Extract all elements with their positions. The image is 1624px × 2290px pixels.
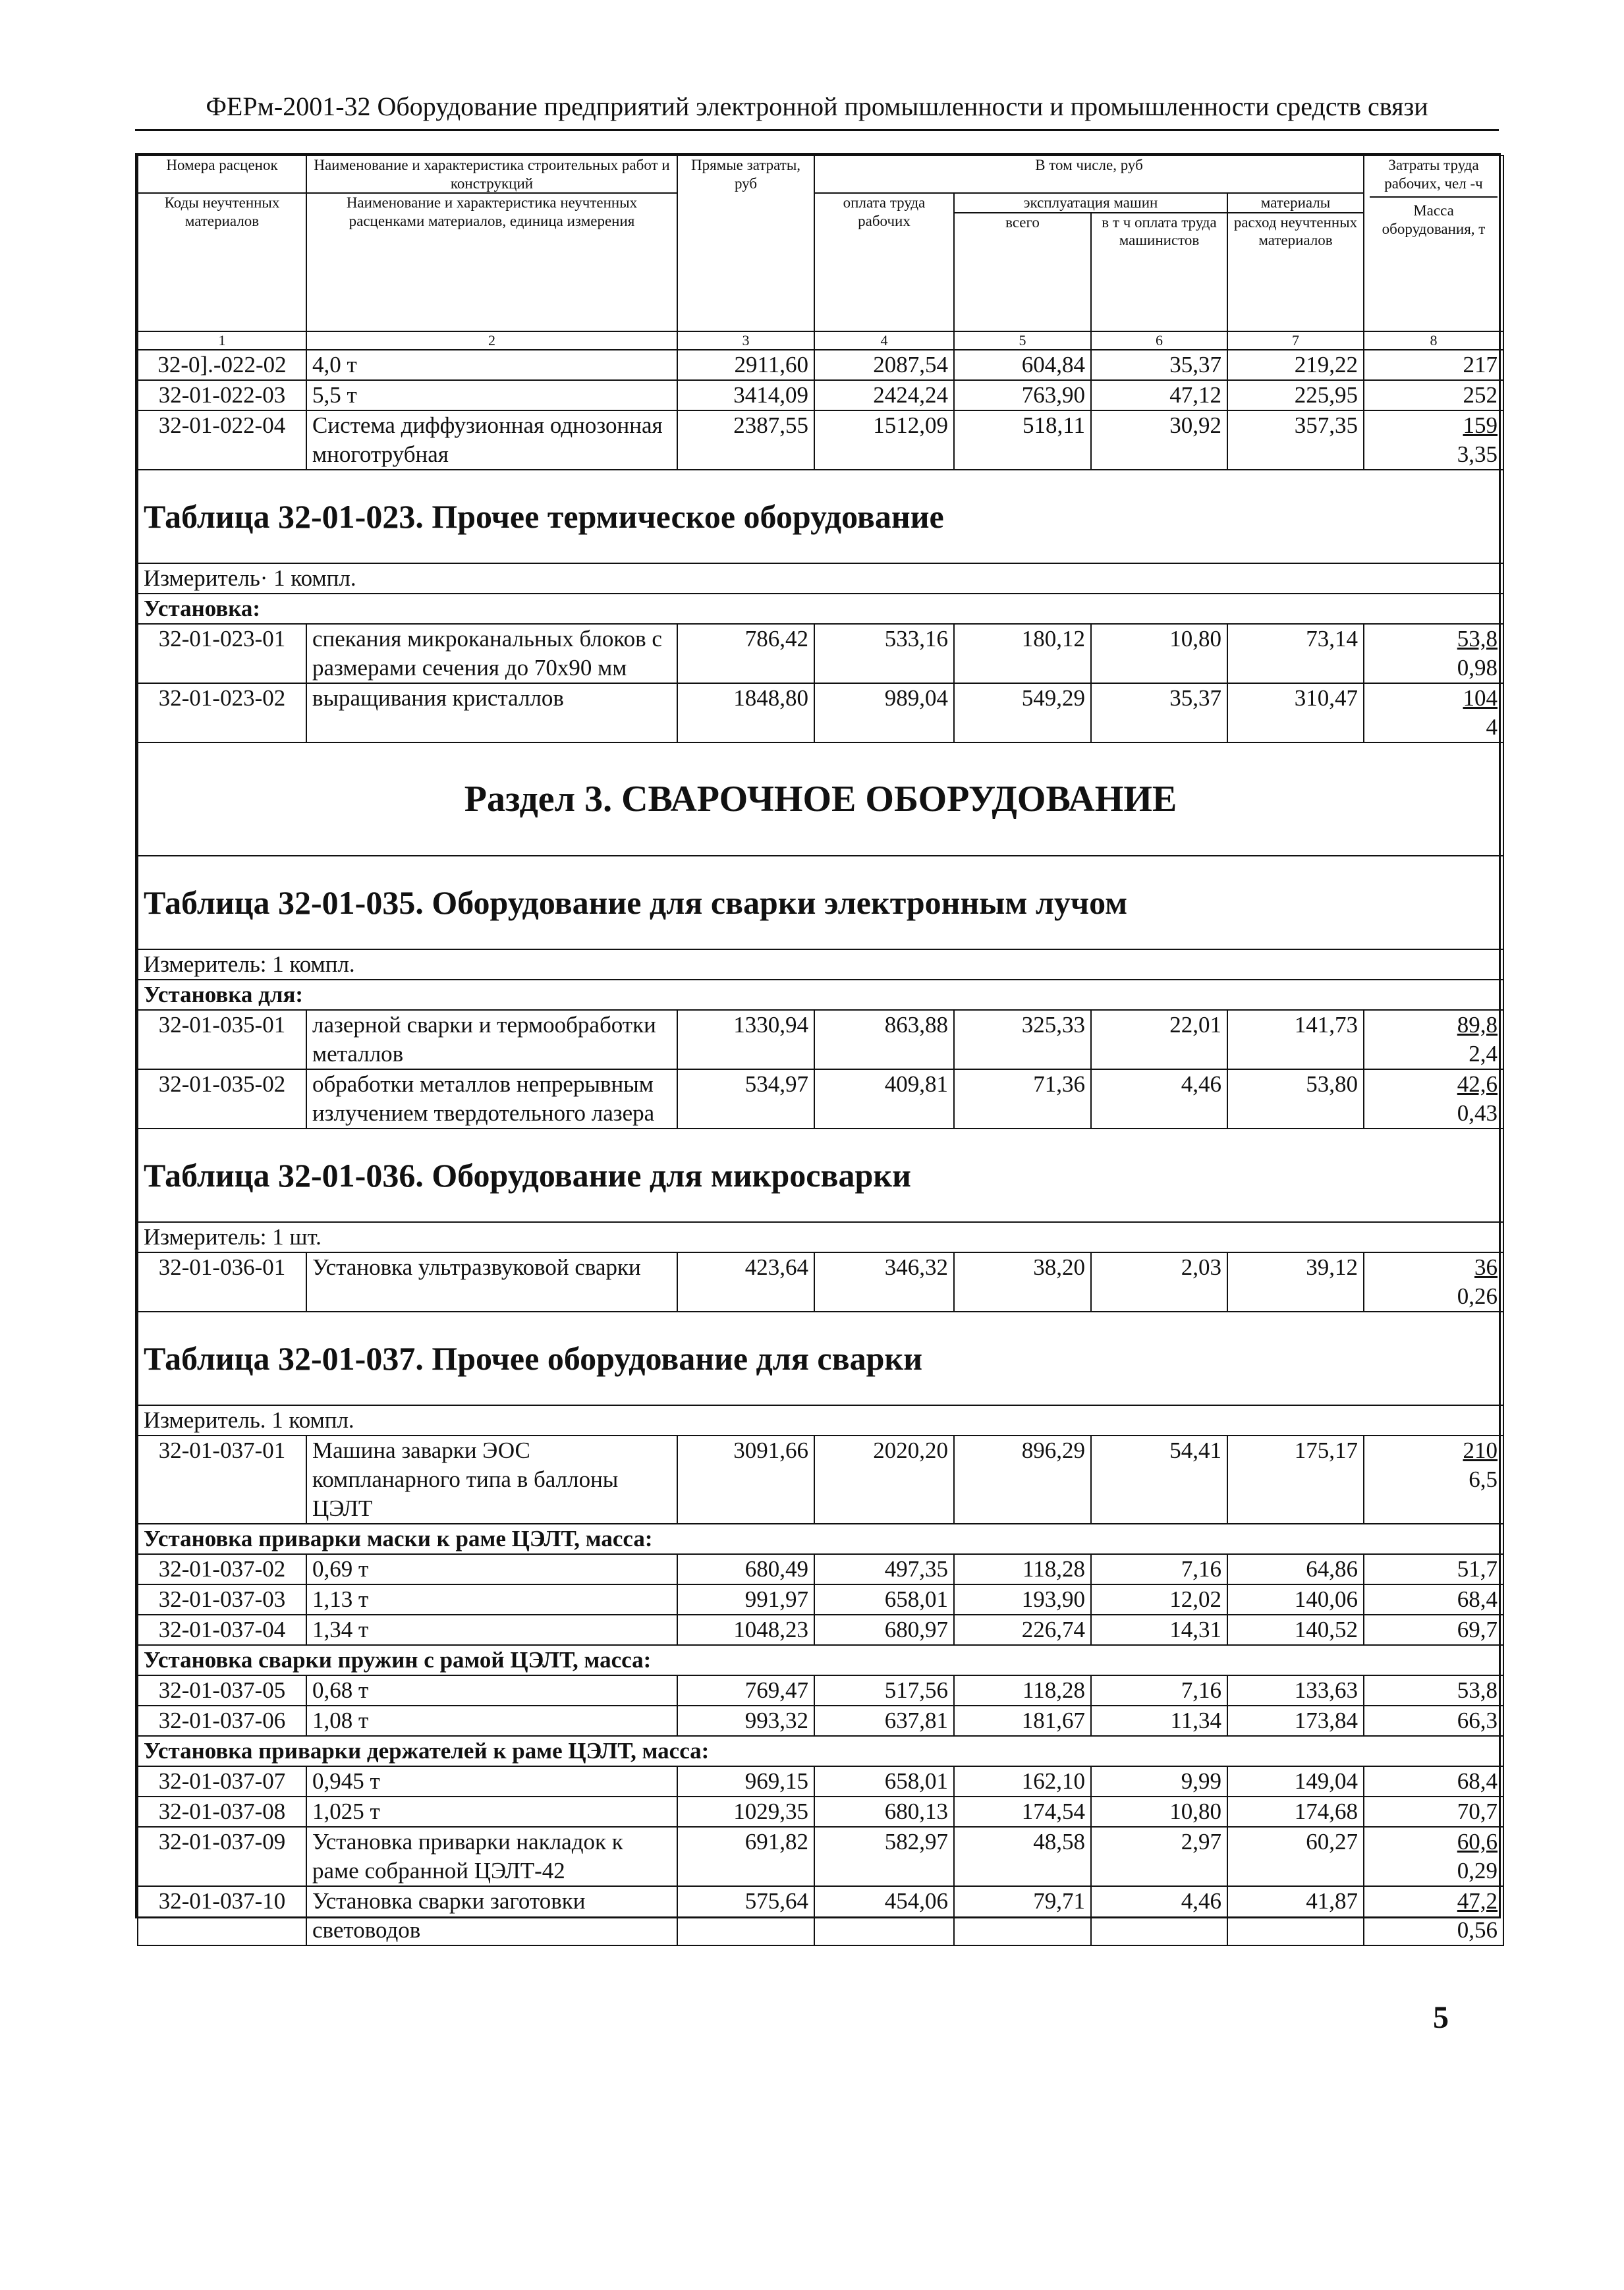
materials-cost: 73,14 bbox=[1227, 624, 1364, 683]
materials-cost: 149,04 bbox=[1227, 1766, 1364, 1797]
table-row bbox=[138, 1554, 1503, 1584]
machine-cost-total: 549,29 bbox=[954, 683, 1091, 742]
column-number: 4 bbox=[814, 331, 954, 350]
direct-cost: 691,82 bbox=[677, 1827, 814, 1886]
col1-header-bottom: Коды неучтенных материалов bbox=[138, 193, 306, 331]
rate-code: 32-01-022-03 bbox=[138, 380, 306, 410]
table-row bbox=[138, 1436, 1503, 1524]
table-037-title-text: Таблица 32-01-037. Прочее оборудование для сварки bbox=[138, 1312, 1503, 1405]
table-row bbox=[138, 350, 1503, 380]
equipment-mass: 0,43 bbox=[1457, 1100, 1498, 1126]
work-name: 1,13 т bbox=[306, 1584, 677, 1615]
table-023-title-text: Таблица 32-01-023. Прочее термическое оборудование bbox=[138, 470, 1503, 563]
work-name: Установка ультразвуковой сварки bbox=[306, 1252, 677, 1312]
machine-cost-total: 226,74 bbox=[954, 1615, 1091, 1645]
table-037-title bbox=[138, 1312, 1503, 1405]
direct-cost: 534,97 bbox=[677, 1069, 814, 1129]
col2-header-bottom: Наименование и характеристика неучтенных расценками материалов, единица измерения bbox=[306, 193, 677, 331]
labor-hours-cell bbox=[1364, 1827, 1503, 1886]
work-name: выращивания кристаллов bbox=[306, 683, 677, 742]
work-name: Система диффузионная однозонная многотрубная bbox=[306, 410, 677, 470]
direct-cost: 680,49 bbox=[677, 1554, 814, 1584]
column-number: 1 bbox=[138, 331, 306, 350]
labor-cost: 863,88 bbox=[814, 1010, 954, 1069]
labor-hours-cell bbox=[1364, 1252, 1503, 1312]
materials-cost: 175,17 bbox=[1227, 1436, 1364, 1524]
equipment-mass: 0,56 bbox=[1457, 1916, 1498, 1943]
table-row bbox=[138, 1886, 1503, 1945]
table-row bbox=[138, 1827, 1503, 1886]
labor-hours-cell bbox=[1364, 624, 1503, 683]
labor-hours: 36 bbox=[1474, 1254, 1498, 1280]
column-numbers-row bbox=[138, 331, 1503, 350]
direct-cost: 575,64 bbox=[677, 1886, 814, 1945]
machine-labor-cost: 2,03 bbox=[1091, 1252, 1227, 1312]
table-035-meter bbox=[138, 949, 1503, 980]
table-037-subhead-b bbox=[138, 1645, 1503, 1675]
labor-hours: 69,7 bbox=[1364, 1615, 1503, 1645]
materials-cost: 357,35 bbox=[1227, 410, 1364, 470]
table-037-subhead-a bbox=[138, 1524, 1503, 1554]
table-row bbox=[138, 1675, 1503, 1706]
direct-cost: 1029,35 bbox=[677, 1797, 814, 1827]
materials-cost: 219,22 bbox=[1227, 350, 1364, 380]
direct-cost: 993,32 bbox=[677, 1706, 814, 1736]
materials-cost: 53,80 bbox=[1227, 1069, 1364, 1129]
direct-cost: 2387,55 bbox=[677, 410, 814, 470]
labor-hours: 104 bbox=[1463, 684, 1498, 711]
column-number: 2 bbox=[306, 331, 677, 350]
machine-labor-cost: 7,16 bbox=[1091, 1675, 1227, 1706]
table-row bbox=[138, 1252, 1503, 1312]
table-037-subhead-c-text: Установка приварки держателей к раме ЦЭЛТ, масса: bbox=[138, 1736, 1503, 1766]
rate-code: 32-01-037-08 bbox=[138, 1797, 306, 1827]
labor-hours: 68,4 bbox=[1364, 1766, 1503, 1797]
table-037-meter bbox=[138, 1405, 1503, 1436]
machine-labor-cost: 54,41 bbox=[1091, 1436, 1227, 1524]
col2-header-top: Наименование и характеристика строительных работ и конструкций bbox=[306, 155, 677, 193]
table-row bbox=[138, 410, 1503, 470]
col1-header-top: Номера расценок bbox=[138, 155, 306, 193]
materials-cost: 310,47 bbox=[1227, 683, 1364, 742]
labor-hours: 252 bbox=[1364, 380, 1503, 410]
table-036-title-text: Таблица 32-01-036. Оборудование для микросварки bbox=[138, 1129, 1503, 1222]
rate-code: 32-01-037-06 bbox=[138, 1706, 306, 1736]
table-037-meter-text: Измеритель. 1 компл. bbox=[138, 1405, 1503, 1436]
materials-cost: 225,95 bbox=[1227, 380, 1364, 410]
col8-header-bottom: Масса оборудования, т bbox=[1382, 202, 1486, 237]
work-name: лазерной сварки и термообработки металлов bbox=[306, 1010, 677, 1069]
machine-cost-total: 79,71 bbox=[954, 1886, 1091, 1945]
labor-hours: 68,4 bbox=[1364, 1584, 1503, 1615]
work-name: 1,025 т bbox=[306, 1797, 677, 1827]
machine-labor-cost: 22,01 bbox=[1091, 1010, 1227, 1069]
machine-labor-cost: 4,46 bbox=[1091, 1069, 1227, 1129]
direct-cost: 1330,94 bbox=[677, 1010, 814, 1069]
machines-header: эксплуатация машин bbox=[954, 193, 1227, 213]
work-name: 1,34 т bbox=[306, 1615, 677, 1645]
direct-cost: 1848,80 bbox=[677, 683, 814, 742]
direct-cost: 3414,09 bbox=[677, 380, 814, 410]
section-3-title bbox=[138, 742, 1503, 856]
machine-cost-total: 174,54 bbox=[954, 1797, 1091, 1827]
rate-code: 32-01-037-07 bbox=[138, 1766, 306, 1797]
equipment-mass: 0,98 bbox=[1457, 654, 1498, 681]
rate-code: 32-01-035-02 bbox=[138, 1069, 306, 1129]
table-body bbox=[138, 155, 1503, 1945]
table-023-subhead bbox=[138, 594, 1503, 624]
labor-hours-cell bbox=[1364, 1069, 1503, 1129]
direct-cost: 2911,60 bbox=[677, 350, 814, 380]
direct-cost: 3091,66 bbox=[677, 1436, 814, 1524]
equipment-mass: 6,5 bbox=[1469, 1466, 1498, 1492]
labor-cost: 680,13 bbox=[814, 1797, 954, 1827]
table-035-title-text: Таблица 32-01-035. Оборудование для сварки электронным лучом bbox=[138, 856, 1503, 949]
col7-header: расход неучтенных материалов bbox=[1227, 213, 1364, 331]
table-037-subhead-b-text: Установка сварки пружин с рамой ЦЭЛТ, масса: bbox=[138, 1645, 1503, 1675]
machine-cost-total: 604,84 bbox=[954, 350, 1091, 380]
labor-hours-cell bbox=[1364, 683, 1503, 742]
table-row bbox=[138, 1797, 1503, 1827]
labor-hours-cell bbox=[1364, 1886, 1503, 1945]
rate-code: 32-0].-022-02 bbox=[138, 350, 306, 380]
page-number: 5 bbox=[1433, 2000, 1449, 2035]
table-036-title bbox=[138, 1129, 1503, 1222]
table-023-subhead-text: Установка: bbox=[138, 594, 1503, 624]
labor-hours: 42,6 bbox=[1457, 1071, 1498, 1097]
col5-header: всего bbox=[954, 213, 1091, 331]
header-rule bbox=[135, 129, 1499, 131]
machine-labor-cost: 35,37 bbox=[1091, 350, 1227, 380]
labor-hours: 66,3 bbox=[1364, 1706, 1503, 1736]
equipment-mass: 0,29 bbox=[1457, 1857, 1498, 1884]
work-name: 0,945 т bbox=[306, 1766, 677, 1797]
machine-cost-total: 38,20 bbox=[954, 1252, 1091, 1312]
materials-cost: 140,06 bbox=[1227, 1584, 1364, 1615]
labor-cost: 658,01 bbox=[814, 1766, 954, 1797]
work-name: Установка сварки заготовки световодов bbox=[306, 1886, 677, 1945]
direct-cost: 969,15 bbox=[677, 1766, 814, 1797]
work-name: 5,5 т bbox=[306, 380, 677, 410]
table-035-subhead-text: Установка для: bbox=[138, 980, 1503, 1010]
labor-cost: 454,06 bbox=[814, 1886, 954, 1945]
table-row bbox=[138, 1584, 1503, 1615]
direct-cost: 991,97 bbox=[677, 1584, 814, 1615]
machine-labor-cost: 10,80 bbox=[1091, 1797, 1227, 1827]
labor-hours: 53,8 bbox=[1364, 1675, 1503, 1706]
machine-cost-total: 763,90 bbox=[954, 380, 1091, 410]
machine-cost-total: 71,36 bbox=[954, 1069, 1091, 1129]
work-name: 0,69 т bbox=[306, 1554, 677, 1584]
table-036-meter bbox=[138, 1222, 1503, 1252]
work-name: 4,0 т bbox=[306, 350, 677, 380]
rate-code: 32-01-035-01 bbox=[138, 1010, 306, 1069]
rate-code: 32-01-037-03 bbox=[138, 1584, 306, 1615]
work-name: обработки металлов непрерывным излучением твердотельного лазера bbox=[306, 1069, 677, 1129]
labor-hours: 89,8 bbox=[1457, 1011, 1498, 1038]
rate-code: 32-01-037-09 bbox=[138, 1827, 306, 1886]
labor-hours: 60,6 bbox=[1457, 1828, 1498, 1855]
labor-cost: 533,16 bbox=[814, 624, 954, 683]
machine-cost-total: 896,29 bbox=[954, 1436, 1091, 1524]
rate-code: 32-01-022-04 bbox=[138, 410, 306, 470]
col8-header bbox=[1364, 155, 1503, 331]
labor-hours: 51,7 bbox=[1364, 1554, 1503, 1584]
machine-labor-cost: 10,80 bbox=[1091, 624, 1227, 683]
col8-header-top: Затраты труда рабочих, чел -ч bbox=[1370, 156, 1498, 198]
materials-cost: 64,86 bbox=[1227, 1554, 1364, 1584]
incl-header: В том числе, руб bbox=[814, 155, 1364, 193]
machine-cost-total: 118,28 bbox=[954, 1675, 1091, 1706]
column-number: 7 bbox=[1227, 331, 1364, 350]
table-row bbox=[138, 1615, 1503, 1645]
materials-cost: 140,52 bbox=[1227, 1615, 1364, 1645]
labor-hours: 53,8 bbox=[1457, 625, 1498, 652]
work-name: Машина заварки ЭОС компланарного типа в баллоны ЦЭЛТ bbox=[306, 1436, 677, 1524]
table-037-subhead-c bbox=[138, 1736, 1503, 1766]
table-036-meter-text: Измеритель: 1 шт. bbox=[138, 1222, 1503, 1252]
machine-cost-total: 518,11 bbox=[954, 410, 1091, 470]
table-row bbox=[138, 1010, 1503, 1069]
table-035-subhead bbox=[138, 980, 1503, 1010]
table-row bbox=[138, 1069, 1503, 1129]
labor-cost: 2087,54 bbox=[814, 350, 954, 380]
materials-cost: 174,68 bbox=[1227, 1797, 1364, 1827]
col3-header: Прямые затраты, руб bbox=[677, 155, 814, 331]
machine-labor-cost: 47,12 bbox=[1091, 380, 1227, 410]
materials-cost: 133,63 bbox=[1227, 1675, 1364, 1706]
rate-code: 32-01-023-01 bbox=[138, 624, 306, 683]
rate-code: 32-01-037-01 bbox=[138, 1436, 306, 1524]
machine-labor-cost: 7,16 bbox=[1091, 1554, 1227, 1584]
table-023-meter-text: Измеритель· 1 компл. bbox=[138, 563, 1503, 594]
machine-labor-cost: 12,02 bbox=[1091, 1584, 1227, 1615]
direct-cost: 423,64 bbox=[677, 1252, 814, 1312]
column-number: 6 bbox=[1091, 331, 1227, 350]
materials-cost: 173,84 bbox=[1227, 1706, 1364, 1736]
rate-code: 32-01-036-01 bbox=[138, 1252, 306, 1312]
col6-header: в т ч оплата труда машинистов bbox=[1091, 213, 1227, 331]
labor-hours: 217 bbox=[1364, 350, 1503, 380]
rate-code: 32-01-037-02 bbox=[138, 1554, 306, 1584]
table-037-subhead-a-text: Установка приварки маски к раме ЦЭЛТ, масса: bbox=[138, 1524, 1503, 1554]
equipment-mass: 0,26 bbox=[1457, 1283, 1498, 1309]
machine-cost-total: 162,10 bbox=[954, 1766, 1091, 1797]
materials-header: материалы bbox=[1227, 193, 1364, 213]
machine-cost-total: 325,33 bbox=[954, 1010, 1091, 1069]
equipment-mass: 3,35 bbox=[1457, 441, 1498, 467]
section-3-title-text: Раздел 3. СВАРОЧНОЕ ОБОРУДОВАНИЕ bbox=[138, 742, 1503, 856]
column-number: 5 bbox=[954, 331, 1091, 350]
work-name: Установка приварки накладок к раме собранной ЦЭЛТ-42 bbox=[306, 1827, 677, 1886]
table-row bbox=[138, 380, 1503, 410]
work-name: 0,68 т bbox=[306, 1675, 677, 1706]
table-023-title bbox=[138, 470, 1503, 563]
price-table bbox=[135, 153, 1501, 1943]
labor-cost: 1512,09 bbox=[814, 410, 954, 470]
work-name: спекания микроканальных блоков с размерами сечения до 70х90 мм bbox=[306, 624, 677, 683]
labor-cost: 409,81 bbox=[814, 1069, 954, 1129]
labor-cost: 517,56 bbox=[814, 1675, 954, 1706]
machine-cost-total: 193,90 bbox=[954, 1584, 1091, 1615]
labor-cost: 2424,24 bbox=[814, 380, 954, 410]
machine-labor-cost: 9,99 bbox=[1091, 1766, 1227, 1797]
column-number: 8 bbox=[1364, 331, 1503, 350]
labor-hours-cell bbox=[1364, 1436, 1503, 1524]
header-row-2 bbox=[138, 193, 1503, 213]
header-row-1 bbox=[138, 155, 1503, 193]
labor-cost: 2020,20 bbox=[814, 1436, 954, 1524]
materials-cost: 39,12 bbox=[1227, 1252, 1364, 1312]
table-row bbox=[138, 1706, 1503, 1736]
labor-hours: 47,2 bbox=[1457, 1887, 1498, 1914]
direct-cost: 786,42 bbox=[677, 624, 814, 683]
labor-cost: 658,01 bbox=[814, 1584, 954, 1615]
labor-cost: 582,97 bbox=[814, 1827, 954, 1886]
column-number: 3 bbox=[677, 331, 814, 350]
labor-cost: 346,32 bbox=[814, 1252, 954, 1312]
machine-cost-total: 118,28 bbox=[954, 1554, 1091, 1584]
labor-cost: 680,97 bbox=[814, 1615, 954, 1645]
direct-cost: 769,47 bbox=[677, 1675, 814, 1706]
machine-labor-cost: 35,37 bbox=[1091, 683, 1227, 742]
machine-cost-total: 181,67 bbox=[954, 1706, 1091, 1736]
table-row bbox=[138, 624, 1503, 683]
equipment-mass: 4 bbox=[1486, 713, 1498, 740]
machine-cost-total: 48,58 bbox=[954, 1827, 1091, 1886]
machine-labor-cost: 11,34 bbox=[1091, 1706, 1227, 1736]
materials-cost: 60,27 bbox=[1227, 1827, 1364, 1886]
machine-labor-cost: 2,97 bbox=[1091, 1827, 1227, 1886]
table-row bbox=[138, 1766, 1503, 1797]
machine-labor-cost: 14,31 bbox=[1091, 1615, 1227, 1645]
work-name: 1,08 т bbox=[306, 1706, 677, 1736]
table-row bbox=[138, 683, 1503, 742]
rate-code: 32-01-037-10 bbox=[138, 1886, 306, 1945]
labor-cost: 989,04 bbox=[814, 683, 954, 742]
machine-cost-total: 180,12 bbox=[954, 624, 1091, 683]
rate-code: 32-01-037-04 bbox=[138, 1615, 306, 1645]
price-grid bbox=[137, 155, 1504, 1946]
machine-labor-cost: 30,92 bbox=[1091, 410, 1227, 470]
rate-code: 32-01-037-05 bbox=[138, 1675, 306, 1706]
rate-code: 32-01-023-02 bbox=[138, 683, 306, 742]
labor-hours: 70,7 bbox=[1364, 1797, 1503, 1827]
labor-hours: 210 bbox=[1463, 1437, 1498, 1463]
labor-hours-cell bbox=[1364, 410, 1503, 470]
labor-hours: 159 bbox=[1463, 412, 1498, 438]
table-035-meter-text: Измеритель: 1 компл. bbox=[138, 949, 1503, 980]
labor-cost: 637,81 bbox=[814, 1706, 954, 1736]
materials-cost: 141,73 bbox=[1227, 1010, 1364, 1069]
labor-cost: 497,35 bbox=[814, 1554, 954, 1584]
col4-header: оплата труда рабочих bbox=[814, 193, 954, 331]
materials-cost: 41,87 bbox=[1227, 1886, 1364, 1945]
table-023-meter bbox=[138, 563, 1503, 594]
machine-labor-cost: 4,46 bbox=[1091, 1886, 1227, 1945]
table-035-title bbox=[138, 856, 1503, 949]
running-header: ФЕРм-2001-32 Оборудование предприятий электронной промышленности и промышленности средств связи bbox=[206, 92, 1428, 121]
labor-hours-cell bbox=[1364, 1010, 1503, 1069]
direct-cost: 1048,23 bbox=[677, 1615, 814, 1645]
equipment-mass: 2,4 bbox=[1469, 1040, 1498, 1067]
